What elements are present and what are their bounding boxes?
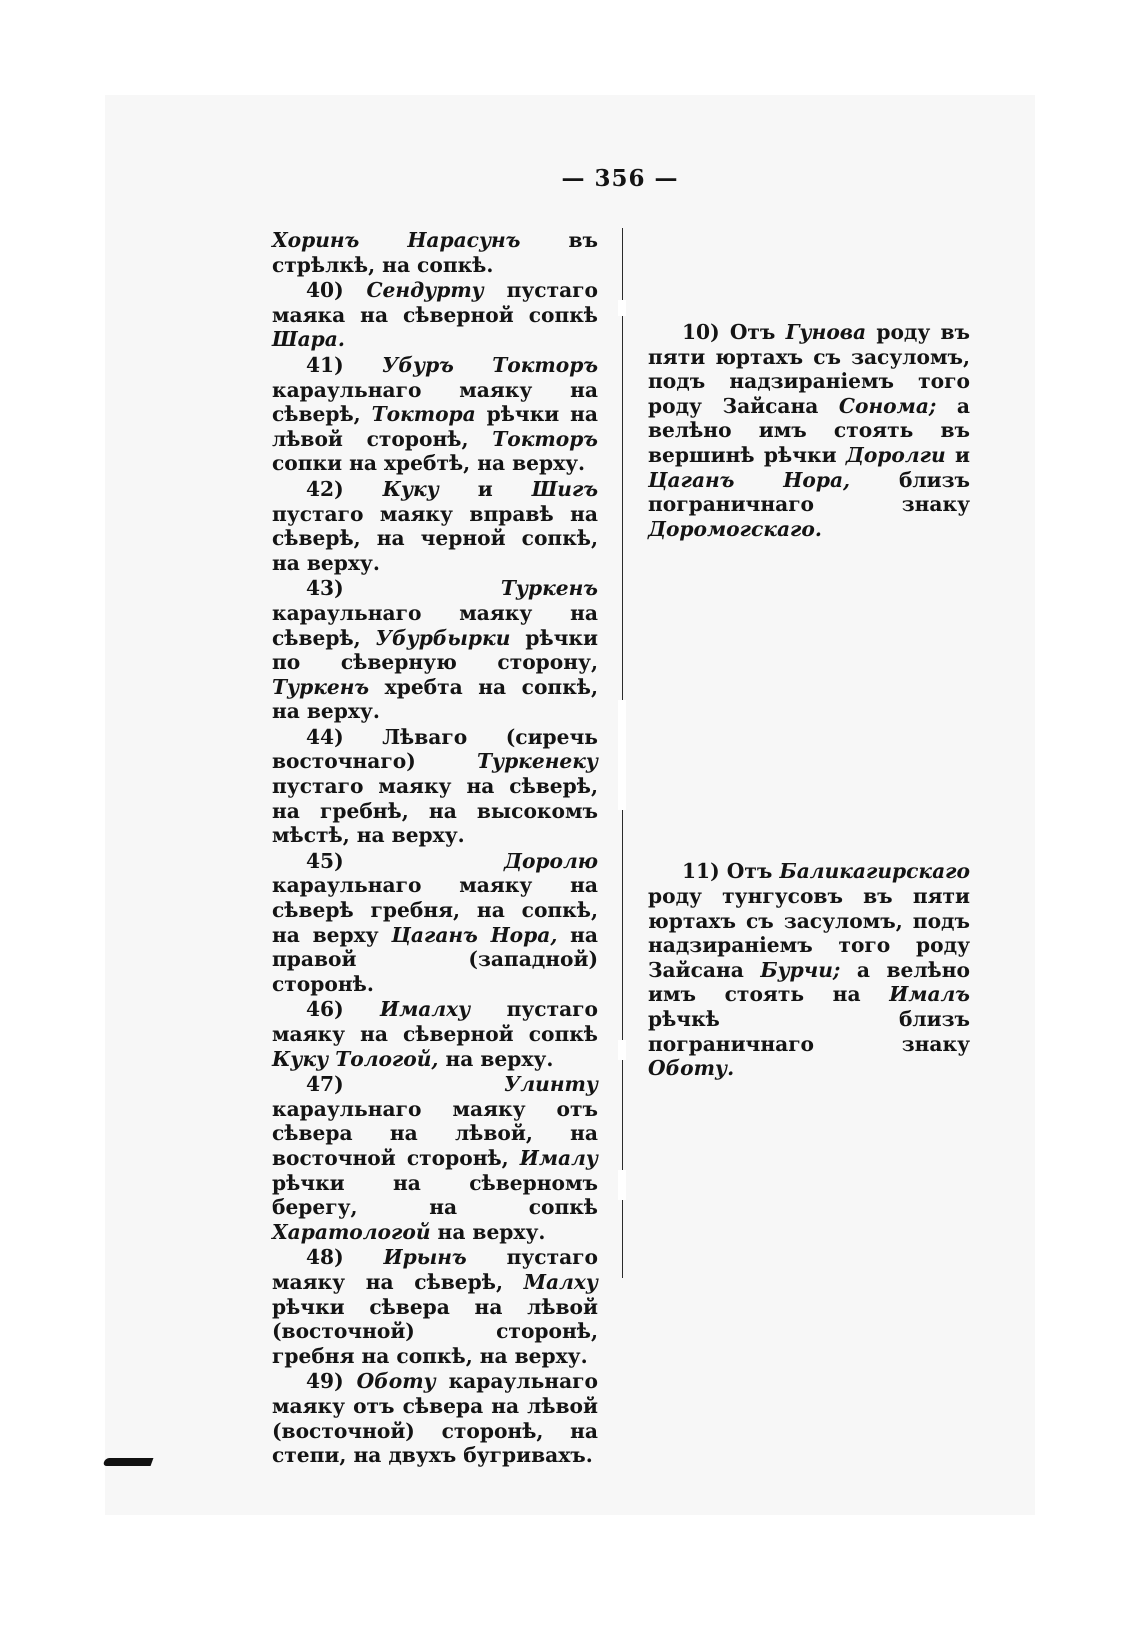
text-run: пустаго маяку вправѣ на сѣверѣ, на черной сопкѣ, на верху. <box>272 501 598 575</box>
proper-name: Ималъ <box>889 982 970 1007</box>
text-run: рѣчкѣ близъ пограничнаго знаку <box>648 1006 970 1056</box>
proper-name: Цаганъ Нора, <box>391 922 558 947</box>
proper-name: Ималу <box>519 1145 598 1170</box>
text-run: 46) <box>306 997 380 1022</box>
text-run: роду тунгусовъ въ пяти юртахъ съ засуломъ, подъ надзираніемъ того роду Зайсана <box>648 883 970 982</box>
text-run: пустаго маяку на сѣверѣ, на гребнѣ, на высокомъ мѣстѣ, на верху. <box>272 774 598 848</box>
text-run: и <box>438 476 532 501</box>
text-run: караульнаго маяку отъ сѣвера на лѣвой (восточной) сторонѣ, на степи, на двухъ бугривахъ. <box>272 1369 598 1468</box>
proper-name: Туркенеку <box>476 749 598 774</box>
proper-name: Улинту <box>504 1072 598 1097</box>
text-run: а велѣно имъ стоять на <box>648 957 970 1007</box>
text-run: и <box>945 442 970 467</box>
page-edge-mark <box>103 1458 154 1466</box>
proper-name: Сендурту <box>366 278 484 303</box>
text-run: караульнаго маяку на сѣверѣ, <box>272 600 598 650</box>
text-run: караульнаго маяку отъ сѣвера на лѣвой, на восточной сторонѣ, <box>272 1096 598 1170</box>
text-run: рѣчки сѣвера на лѣвой (восточной) сторонѣ, гребня на сопкѣ, на верху. <box>272 1294 598 1368</box>
proper-name: Убуръ Токторъ <box>382 352 598 377</box>
text-run: на верху. <box>430 1219 546 1244</box>
text-run: пустаго маяку на сѣверѣ, <box>272 1245 598 1294</box>
text-run: 40) <box>306 278 367 303</box>
text-run: 47) <box>306 1072 504 1097</box>
proper-name: Баликагирскаго <box>779 859 970 884</box>
proper-name: Хоринъ Нарасунъ <box>272 228 521 252</box>
text-run: рѣчки по сѣверную сторону, <box>272 625 598 675</box>
divider-gap <box>618 1040 626 1060</box>
divider-gap <box>618 1170 626 1200</box>
text-run: 11) Отъ <box>682 859 780 884</box>
proper-name: Куку <box>382 476 439 501</box>
divider-gap <box>618 700 626 810</box>
proper-name: Доромогскаго. <box>648 516 822 541</box>
text-run: 45) <box>306 848 504 873</box>
divider-gap <box>618 300 626 316</box>
text-run: близъ пограничнаго знаку <box>648 467 970 517</box>
text-run: пустаго маяка на сѣверной сопкѣ <box>272 278 598 327</box>
proper-name: Цаганъ Нора, <box>648 467 851 492</box>
proper-name: Убурбырки <box>375 625 511 650</box>
text-run: 48) <box>306 1245 384 1270</box>
text-run: а велѣно имъ стоять въ вершинѣ рѣчки <box>648 393 971 467</box>
text-run: 10) Отъ <box>682 320 786 344</box>
proper-name: Туркенъ <box>500 576 598 601</box>
text-run: роду въ пяти юртахъ съ засуломъ, подъ надзираніемъ того роду Зайсана <box>648 320 971 418</box>
entry-47 <box>272 1072 598 1244</box>
page-number: — 356 — <box>561 165 679 192</box>
proper-name: Куку Тологой, <box>272 1046 439 1071</box>
text-run: 49) <box>306 1369 357 1394</box>
proper-name: Туркенъ <box>272 674 370 699</box>
proper-name: Токтора <box>371 402 476 427</box>
entry-41 <box>272 353 598 476</box>
entry-45 <box>272 849 598 997</box>
entry-46 <box>272 997 598 1071</box>
proper-name: Шигъ <box>531 476 598 501</box>
entry-40 <box>272 278 598 352</box>
text-run: 43) <box>306 576 501 601</box>
entry-43 <box>272 576 598 724</box>
proper-name: Шара. <box>272 327 345 352</box>
proper-name: Ирынъ <box>383 1245 467 1270</box>
entry-48 <box>272 1245 598 1368</box>
proper-name: Малху <box>523 1269 598 1294</box>
proper-name: Харатологой <box>272 1219 431 1244</box>
proper-name: Сонома; <box>838 393 937 418</box>
proper-name: Ималху <box>380 997 471 1022</box>
text-run: 42) <box>306 476 383 501</box>
entry-10 <box>648 320 970 541</box>
text-run: рѣчки на лѣвой сторонѣ, <box>272 402 598 451</box>
proper-name: Доролги <box>845 442 946 467</box>
text-run: 41) <box>306 352 383 377</box>
proper-name: Доролю <box>504 848 598 873</box>
proper-name: Токторъ <box>492 426 598 451</box>
text-run: хребта на сопкѣ, на верху. <box>272 674 598 724</box>
proper-name: Бурчи; <box>760 957 841 982</box>
text-run: рѣчки на сѣверномъ берегу, на сопкѣ <box>272 1170 598 1220</box>
text-run: на верху. <box>438 1046 554 1071</box>
entry-49 <box>272 1369 598 1467</box>
text-run: сопки на хребтѣ, на верху. <box>272 451 586 476</box>
proper-name: Оботу <box>356 1369 436 1394</box>
text-run: въ стрѣлкѣ, на сопкѣ. <box>272 228 598 277</box>
entry-11 <box>648 859 970 1080</box>
text-run: 44) Лѣваго (сиречь восточнаго) <box>272 724 598 774</box>
proper-name: Гунова <box>785 320 867 344</box>
entry-44 <box>272 725 598 848</box>
entry-42 <box>272 477 598 575</box>
text-run: пустаго маяку на сѣверной сопкѣ <box>272 997 598 1046</box>
text-run: караульнаго маяку на сѣверѣ гребня, на сопкѣ, на верху <box>272 873 598 947</box>
left-column <box>272 228 598 1468</box>
right-column <box>648 228 970 1081</box>
continuation-paragraph <box>272 228 598 277</box>
text-run: караульнаго маяку на сѣверѣ, <box>272 377 598 427</box>
proper-name: Оботу. <box>648 1056 735 1081</box>
text-run: на правой (западной) сторонѣ. <box>272 922 598 996</box>
